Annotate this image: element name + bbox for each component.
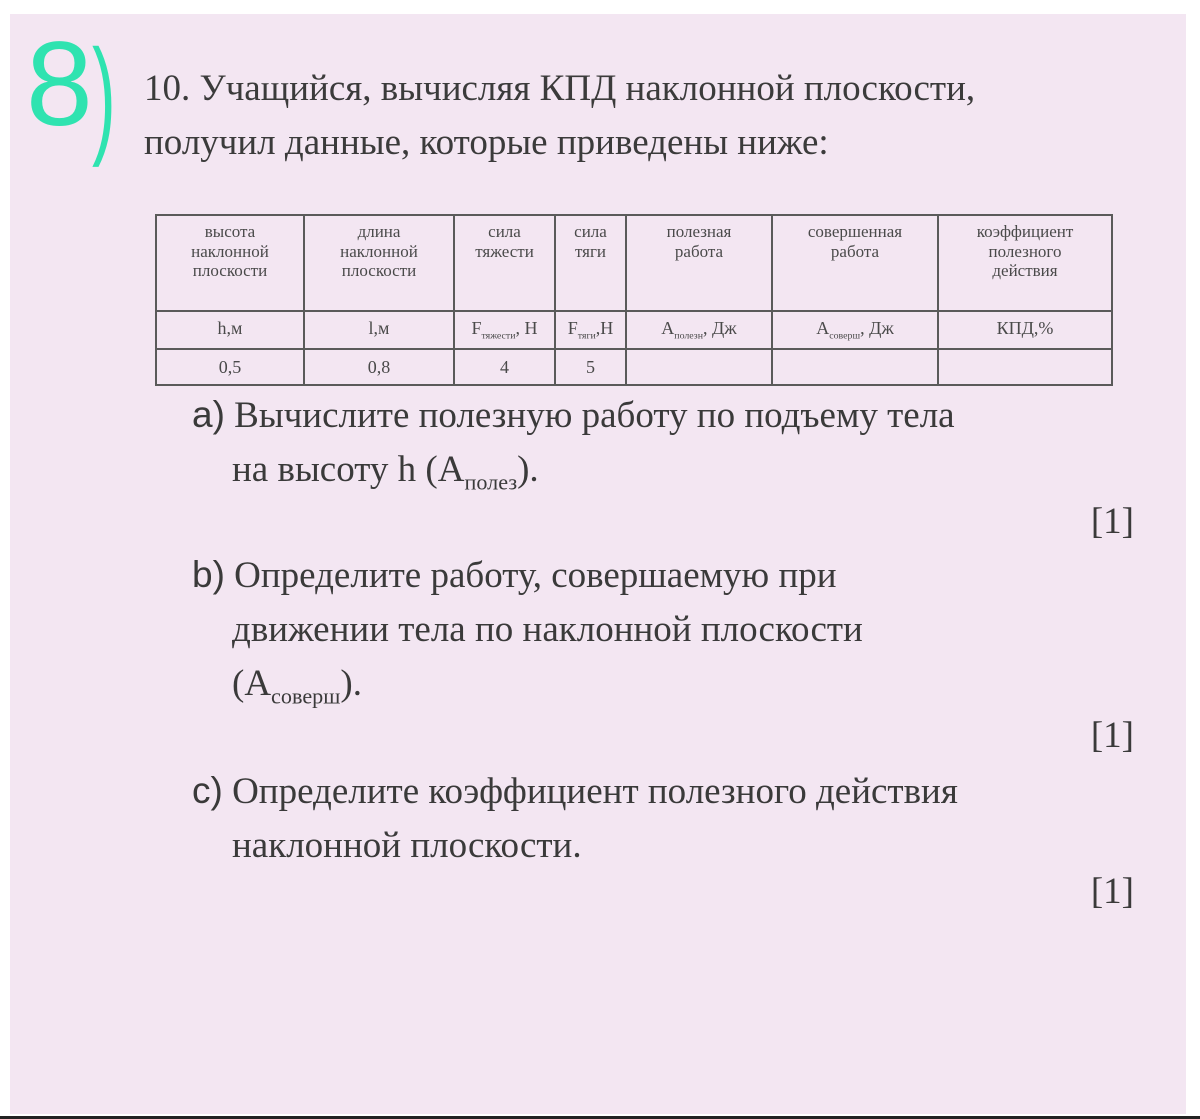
- value-cell: 5: [555, 349, 626, 385]
- header-cell-gravity: сила тяжести: [454, 215, 555, 311]
- marker-number: 8: [26, 17, 87, 151]
- value-cell: [626, 349, 772, 385]
- task-a: [192, 388, 955, 509]
- unit-cell: $F_{тяги},Н$: [555, 311, 626, 349]
- header-cell-total-work: совершенная работа: [772, 215, 938, 311]
- task-c-line-2: наклонной плоскости.: [232, 825, 582, 866]
- value-cell: [938, 349, 1112, 385]
- task-b-score: [1]: [1090, 715, 1134, 756]
- task-c-letter: c): [192, 770, 223, 811]
- marker-paren: ): [92, 22, 116, 168]
- value-cell: [772, 349, 938, 385]
- header-cell-useful-work: полезная работа: [626, 215, 772, 311]
- problem-number-marker: [26, 17, 87, 151]
- header-cell-length: длина наклонной плоскости: [304, 215, 454, 311]
- task-a-line-2: на высоту h $(A_{полез})$.: [232, 449, 539, 495]
- unit-cell: КПД,%: [938, 311, 1112, 349]
- task-b: [192, 548, 863, 723]
- header-cell-traction: сила тяги: [555, 215, 626, 311]
- header-cell-height: высота наклонной плоскости: [156, 215, 304, 311]
- data-table: [155, 214, 1113, 386]
- task-b-line-1: Определите работу, совершаемую при: [234, 555, 837, 596]
- task-c-score: [1]: [1090, 871, 1134, 912]
- task-c: [192, 764, 958, 873]
- table-header-row: [156, 215, 1112, 311]
- value-cell: 0,5: [156, 349, 304, 385]
- unit-cell: $A_{полезн}$, Дж: [626, 311, 772, 349]
- table-units-row: [156, 311, 1112, 349]
- value-cell: 4: [454, 349, 555, 385]
- task-a-line-1: Вычислите полезную работу по подъему тела: [234, 395, 955, 436]
- task-a-letter: a): [192, 394, 225, 435]
- task-c-line-1: Определите коэффициент полезного действия: [232, 771, 958, 812]
- task-b-line-3: $(A_{соверш})$.: [232, 663, 362, 709]
- task-a-score: [1]: [1090, 501, 1134, 542]
- unit-cell: $A_{соверш}$, Дж: [772, 311, 938, 349]
- question-line-1: 10. Учащийся, вычисляя КПД наклонной плоскости,: [144, 68, 976, 109]
- question-text: [144, 62, 975, 170]
- unit-cell: l,м: [304, 311, 454, 349]
- task-b-line-2: движении тела по наклонной плоскости: [232, 609, 863, 650]
- question-line-2: получил данные, которые приведены ниже:: [144, 122, 829, 163]
- table-values-row: [156, 349, 1112, 385]
- task-b-letter: b): [192, 554, 225, 595]
- unit-cell: h,м: [156, 311, 304, 349]
- value-cell: 0,8: [304, 349, 454, 385]
- header-cell-efficiency: коэффициент полезного действия: [938, 215, 1112, 311]
- unit-cell: $F_{тяжести}$, Н: [454, 311, 555, 349]
